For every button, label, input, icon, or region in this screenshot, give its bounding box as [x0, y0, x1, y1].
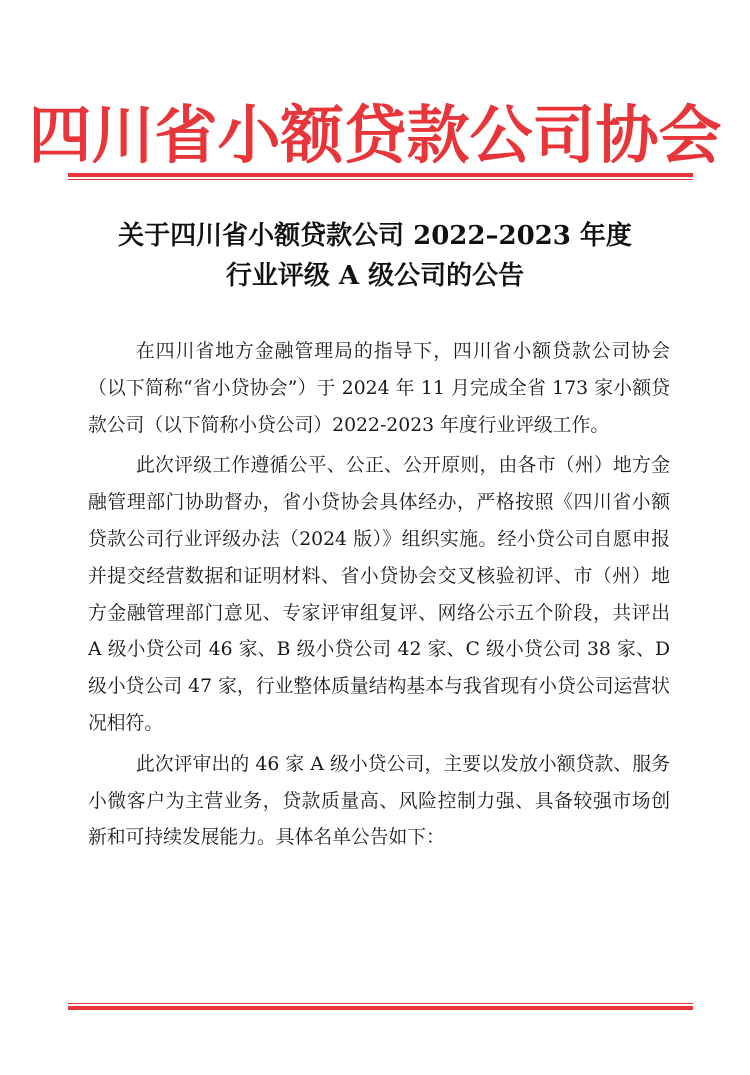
letterhead-org-name: 四川省小额贷款公司协会 — [28, 98, 722, 172]
letterhead-divider-thin — [68, 179, 693, 180]
footer-divider-thin — [68, 1003, 693, 1004]
document-title-line-2: 行业评级 A 级公司的公告 — [225, 261, 525, 291]
document-title — [0, 216, 750, 296]
document-title-line-1: 关于四川省小额贷款公司 2022–2023 年度 — [118, 221, 632, 251]
letterhead — [0, 95, 750, 175]
footer-divider-thick — [68, 1006, 693, 1010]
document-body — [88, 334, 670, 857]
body-paragraph: 此次评审出的 46 家 A 级小贷公司，主要以发放小额贷款、服务小微客户为主营业务，贷款质量高、风险控制力强、具备较强市场创新和可持续发展能力。具体名单公告如下： — [88, 753, 670, 849]
body-paragraph: 在四川省地方金融管理局的指导下，四川省小额贷款公司协会（以下简称“省小贷协会”）于 2024 年 11 月完成全省 173 家小额贷款公司（以下简称小贷公司）2022-2023 年度行业评级工作。 — [88, 341, 670, 436]
body-paragraph: 此次评级工作遵循公平、公正、公开原则，由各市（州）地方金融管理部门协助督办，省小贷协会具体经办，严格按照《四川省小额贷款公司行业评级办法（2024 版）》组织实施。经小贷公司自愿申报并提交经营数据和证明材料、省小贷协会交叉核验初评、市（州）地方金融管理部门意见、专家评审组复评、网络公示五个阶段，共评出 A 级小贷公司 46 家、B 级小贷公司 42 家、C 级小贷公司 38 家、D 级小贷公司 47 家，行业整体质量结构基本与我省现有小贷公司运营状况相符。 — [88, 455, 670, 734]
letterhead-divider-thick — [68, 173, 693, 177]
